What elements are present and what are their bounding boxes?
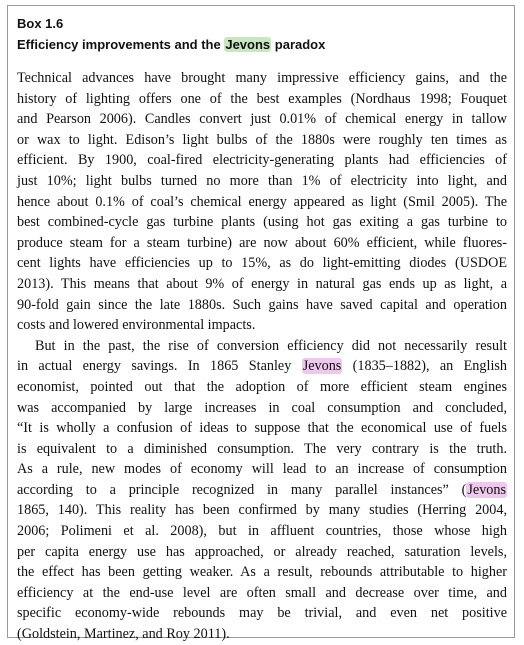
box-title-prefix: Efficiency improvements and the: [17, 37, 225, 52]
text-line: efficient. By 1900, coal-fired electricity-generating plants had efficiencies of: [17, 152, 507, 169]
text-line: “It is wholly a confusion of ideas to suppose that the economical use of fuels: [17, 420, 507, 437]
box-label: Box 1.6: [17, 16, 64, 31]
text-line: was accompanied by large increases in coal consumption and concluded,: [17, 399, 507, 416]
text-line: produce steam for a steam turbine) are now about 60% efficient, while fluores-: [17, 234, 507, 251]
text-line: Technical advances have brought many impressive efficiency gains, and the: [17, 70, 507, 86]
text-line: hence about 0.1% of coal’s chemical energy appeared as light (Smil 2005). The: [17, 193, 507, 210]
text-line: best combined-cycle gas turbine plants (using hot gas exiting a gas turbine to: [17, 214, 507, 231]
highlight-jevons: Jevons: [467, 481, 506, 498]
text-line: But in the past, the rise of conversion efficiency did not necessarily result: [35, 337, 507, 354]
text-line: 1865, 140). This reality has been confirmed by many studies (Herring 2004,: [17, 502, 507, 519]
text-line: just 10%; light bulbs turned no more than 1% of electricity into light, and: [17, 172, 507, 189]
text-line: economist, pointed out that the adoption of more efficient steam engines: [17, 378, 507, 395]
text-line: costs and lowered environmental impacts.: [17, 317, 256, 334]
text-segment: (1835–1882), an English: [342, 358, 507, 375]
text-line: [17, 480, 507, 501]
box-body-text: [17, 68, 507, 645]
text-line: or wax to light. Edison’s light bulbs of the 1880s were roughly ten times as: [17, 131, 507, 148]
text-line: cent lights have efficiencies up to 15%, as do light-emitting diodes (USDOE: [17, 255, 507, 272]
text-line: 2013). This means that about 9% of energy in natural gas ends up as light, a: [17, 275, 507, 292]
text-line: 90-fold gain since the late 1880s. Such gains have saved capital and operation: [17, 296, 507, 313]
text-line: is equivalent to a diminished consumption. The very contrary is the truth.: [17, 440, 507, 457]
box-title-suffix: paradox: [271, 37, 326, 52]
highlight-jevons: Jevons: [302, 358, 342, 375]
text-line: history of lighting offers one of the best examples (Nordhaus 1998; Fouquet: [17, 90, 507, 107]
text-line: per capita energy use has approached, or already reached, saturation levels,: [17, 543, 507, 560]
text-segment: according to a principle recognized in many parallel instances” (: [17, 481, 467, 498]
box-title: [17, 37, 325, 52]
text-line: 2006; Polimeni et al. 2008), but in affluent countries, those whose high: [17, 523, 507, 540]
text-line: [17, 356, 507, 377]
text-line: efficiency at the end-use level are often small and decrease over time, and: [17, 584, 507, 601]
text-line: (Goldstein, Martinez, and Roy 2011).: [17, 626, 230, 643]
text-line: As a rule, new modes of economy will lead to an increase of consumption: [17, 461, 507, 478]
text-line: the effect has been getting weaker. As a result, rebounds attributable to higher: [17, 564, 507, 581]
text-line: specific economy-wide rebounds may be trivial, and even net positive: [17, 605, 507, 622]
text-segment: in actual energy savings. In 1865 Stanley: [17, 358, 302, 375]
title-highlight-jevons: Jevons: [225, 37, 271, 52]
text-line: and Pearson 2006). Candles convert just 0.01% of chemical energy in tallow: [17, 111, 507, 128]
